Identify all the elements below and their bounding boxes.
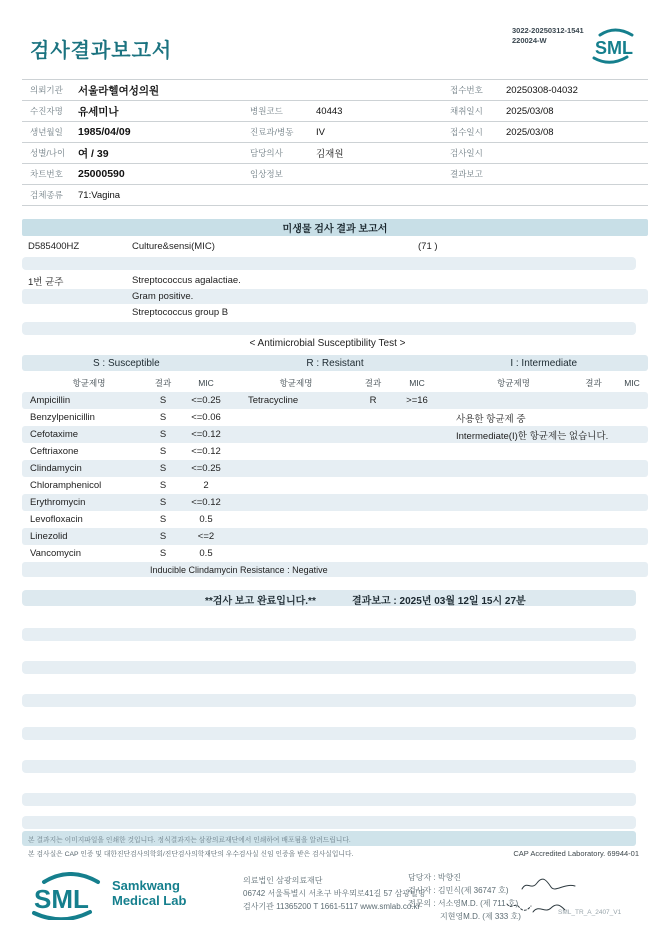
col-header-name: 항균제명 bbox=[72, 377, 106, 388]
field-value-accession-no: 20250308-04032 bbox=[506, 84, 578, 96]
field-label: 성별/나이 bbox=[30, 148, 66, 158]
disclaimer-line1: 본 결과지는 이미지파일을 인쇄한 것입니다. 정식결과지는 삼광의료재단에서 인쇄하여 배포됨을 알려드립니다. bbox=[28, 836, 351, 844]
mic-value: <=0.12 bbox=[191, 446, 221, 457]
staff-examiner: 검사자 : 김민식(제 36747 호) bbox=[408, 886, 509, 895]
table-row bbox=[22, 80, 648, 101]
mic-value: <=0.12 bbox=[191, 497, 221, 508]
field-value-sex-age: 여 / 39 bbox=[78, 147, 109, 160]
company-name-line2: Medical Lab bbox=[112, 893, 187, 909]
mic-value: >=16 bbox=[406, 395, 428, 406]
document-code bbox=[512, 26, 584, 46]
result-value: S bbox=[159, 480, 167, 491]
company-name bbox=[112, 878, 186, 909]
antibiotic-name: Tetracycline bbox=[248, 395, 299, 406]
result-value: S bbox=[159, 531, 167, 542]
empty-stripe bbox=[22, 694, 636, 707]
field-value-collection-date: 2025/03/08 bbox=[506, 105, 554, 117]
table-row bbox=[22, 185, 648, 206]
section-banner-microbiology: 미생물 검사 결과 보고서 bbox=[22, 219, 648, 236]
ast-note: Intermediate(I)한 항균제는 없습니다. bbox=[456, 430, 609, 442]
test-code: D585400HZ bbox=[28, 241, 80, 252]
field-value-doctor: 김재원 bbox=[316, 149, 344, 160]
empty-stripe bbox=[22, 760, 636, 773]
field-label: 결과보고 bbox=[450, 169, 483, 179]
legend-susceptible: S : Susceptible bbox=[92, 357, 160, 369]
document-code-line1: 3022-20250312-1541 bbox=[512, 26, 584, 35]
antibiotic-name: Vancomycin bbox=[30, 548, 82, 559]
field-value-hospital-code: 40443 bbox=[316, 105, 343, 117]
mic-value: 0.5 bbox=[199, 548, 213, 559]
completion-bar bbox=[22, 590, 636, 606]
organism-name: Streptococcus agalactiae. bbox=[132, 275, 241, 286]
legend-resistant: R : Resistant bbox=[306, 357, 364, 369]
disclaimer-line2: 본 검사실은 CAP 인증 및 대한진단검사의학회/진단검사의학재단의 우수검사실 신임 인증을 받은 검사실입니다. bbox=[28, 851, 354, 858]
empty-stripe bbox=[22, 661, 636, 674]
field-value-birthdate: 1985/04/09 bbox=[78, 126, 131, 138]
ast-row bbox=[22, 392, 648, 409]
legend-intermediate: I : Intermediate bbox=[510, 357, 578, 369]
mic-value: <=0.25 bbox=[191, 395, 221, 406]
field-label: 검체종류 bbox=[30, 190, 63, 200]
report-timestamp: 결과보고 : 2025년 03월 12일 15시 27분 bbox=[352, 596, 526, 607]
field-value-receipt-date: 2025/03/08 bbox=[506, 126, 554, 138]
form-version-code: SML_TR_A_2407_V1 bbox=[558, 909, 622, 916]
result-value: S bbox=[159, 429, 167, 440]
ast-row bbox=[22, 511, 648, 528]
cap-accreditation-text: CAP Accredited Laboratory. 69944-01 bbox=[513, 849, 639, 858]
table-row bbox=[22, 143, 648, 164]
antibiotic-name: Ampicillin bbox=[30, 395, 71, 406]
antibiotic-name: Erythromycin bbox=[30, 497, 86, 508]
ast-column-headers bbox=[22, 375, 648, 390]
company-contact: 검사기관 11365200 T 1661-5117 www.smlab.co.kr bbox=[243, 902, 421, 911]
result-value: S bbox=[159, 395, 167, 406]
staff-manager: 담당자 : 박향진 bbox=[408, 873, 462, 882]
mic-value: 0.5 bbox=[199, 514, 213, 525]
test-name: Culture&sensi(MIC) bbox=[132, 241, 215, 252]
result-value: R bbox=[369, 395, 377, 406]
field-value-department: IV bbox=[316, 126, 325, 138]
inducible-clindamycin-note: Inducible Clindamycin Resistance : Negative bbox=[22, 562, 648, 577]
result-value: S bbox=[159, 548, 167, 559]
staff-specialist-1: 전문의 : 서소영M.D. (제 711 호) bbox=[408, 899, 519, 908]
col-header-result: 결과 bbox=[154, 377, 172, 388]
col-header-result: 결과 bbox=[364, 377, 382, 388]
result-value: S bbox=[159, 412, 167, 423]
mic-value: <=0.12 bbox=[191, 429, 221, 440]
completion-message: **검사 보고 완료입니다.** bbox=[205, 596, 316, 607]
sml-logo-footer-icon bbox=[24, 872, 110, 925]
col-header-mic: MIC bbox=[409, 377, 425, 388]
patient-info-table bbox=[22, 79, 648, 206]
col-header-mic: MIC bbox=[624, 377, 640, 388]
ast-row bbox=[22, 494, 648, 511]
ast-row bbox=[22, 545, 648, 562]
empty-stripe bbox=[22, 322, 636, 335]
ast-table bbox=[22, 392, 648, 562]
field-label: 생년월일 bbox=[30, 127, 63, 137]
company-name-line1: Samkwang bbox=[112, 878, 180, 893]
antibiotic-name: Levofloxacin bbox=[30, 514, 83, 525]
mic-value: <=0.06 bbox=[191, 412, 221, 423]
antibiotic-name: Linezolid bbox=[30, 531, 68, 542]
field-label: 차트번호 bbox=[30, 169, 63, 179]
ast-section-title: < Antimicrobial Susceptibility Test > bbox=[249, 338, 406, 349]
field-value-institution: 서울라헬여성의원 bbox=[78, 84, 160, 97]
empty-stripe bbox=[22, 628, 636, 641]
empty-stripe bbox=[22, 727, 636, 740]
field-label: 채취일시 bbox=[450, 106, 483, 116]
field-label: 수진자명 bbox=[30, 106, 63, 116]
disclaimer-bar bbox=[22, 831, 636, 846]
empty-stripe bbox=[22, 816, 636, 829]
ast-legend-bar bbox=[22, 355, 648, 371]
staff-list bbox=[408, 871, 521, 923]
micro-group-row bbox=[22, 305, 648, 320]
staff-specialist-2: 지현영M.D. (제 333 호) bbox=[440, 912, 521, 921]
gram-stain-result: Gram positive. bbox=[132, 291, 194, 302]
ast-row bbox=[22, 477, 648, 494]
field-label: 병원코드 bbox=[250, 106, 283, 116]
organism-group: Streptococcus group B bbox=[132, 307, 229, 318]
company-org: 의료법인 삼광의료재단 bbox=[243, 876, 323, 885]
col-header-name: 항균제명 bbox=[279, 377, 313, 388]
field-label: 검사일시 bbox=[450, 148, 483, 158]
page-title: 검사결과보고서 bbox=[30, 40, 173, 62]
specimen-code: (71 ) bbox=[418, 241, 438, 252]
table-row bbox=[22, 122, 648, 143]
ast-row bbox=[22, 426, 648, 443]
antibiotic-name: Chloramphenicol bbox=[30, 480, 102, 491]
result-value: S bbox=[159, 446, 167, 457]
field-label: 접수번호 bbox=[450, 85, 483, 95]
company-address-block bbox=[243, 874, 426, 913]
field-label: 임상정보 bbox=[250, 169, 283, 179]
micro-gram-row bbox=[22, 289, 648, 304]
empty-stripe bbox=[22, 793, 636, 806]
ast-row bbox=[22, 528, 648, 545]
antibiotic-name: Benzylpenicillin bbox=[30, 412, 95, 423]
col-header-name: 항균제명 bbox=[497, 377, 530, 388]
antibiotic-name: Clindamycin bbox=[30, 463, 82, 474]
document-code-line2: 220024-W bbox=[512, 36, 547, 46]
antibiotic-name: Ceftriaxone bbox=[30, 446, 79, 457]
col-header-result: 결과 bbox=[585, 377, 602, 388]
result-value: S bbox=[159, 497, 167, 508]
field-label: 담당의사 bbox=[250, 148, 283, 158]
table-row bbox=[22, 101, 648, 122]
company-address: 06742 서울특별시 서초구 바우뫼로41길 57 삼광빌딩 bbox=[243, 889, 426, 898]
mic-value: <=0.25 bbox=[191, 463, 221, 474]
svg-text:SML: SML bbox=[595, 38, 633, 58]
col-header-mic: MIC bbox=[198, 377, 214, 388]
ast-row bbox=[22, 443, 648, 460]
field-label: 접수일시 bbox=[450, 127, 483, 137]
field-value-patient-name: 유세미나 bbox=[78, 105, 119, 118]
field-label: 의뢰기관 bbox=[30, 85, 63, 95]
ast-row bbox=[22, 460, 648, 477]
isolate-label: 1번 균주 bbox=[28, 276, 64, 288]
table-row bbox=[22, 164, 648, 185]
micro-isolate-row bbox=[22, 273, 648, 288]
micro-test-row bbox=[22, 239, 648, 254]
empty-stripe bbox=[22, 257, 636, 270]
ast-note: 사용한 항균제 중 bbox=[456, 413, 526, 425]
field-value-chart-no: 25000590 bbox=[78, 168, 125, 180]
sml-logo-icon bbox=[588, 28, 638, 69]
field-value-specimen-type: 71:Vagina bbox=[78, 189, 121, 201]
antibiotic-name: Cefotaxime bbox=[30, 429, 79, 440]
mic-value: <=2 bbox=[197, 531, 215, 542]
mic-value: 2 bbox=[203, 480, 209, 491]
result-value: S bbox=[159, 463, 167, 474]
field-label: 진료과/병동 bbox=[250, 127, 294, 137]
svg-text:SML: SML bbox=[34, 884, 89, 914]
result-value: S bbox=[159, 514, 167, 525]
ast-row bbox=[22, 409, 648, 426]
